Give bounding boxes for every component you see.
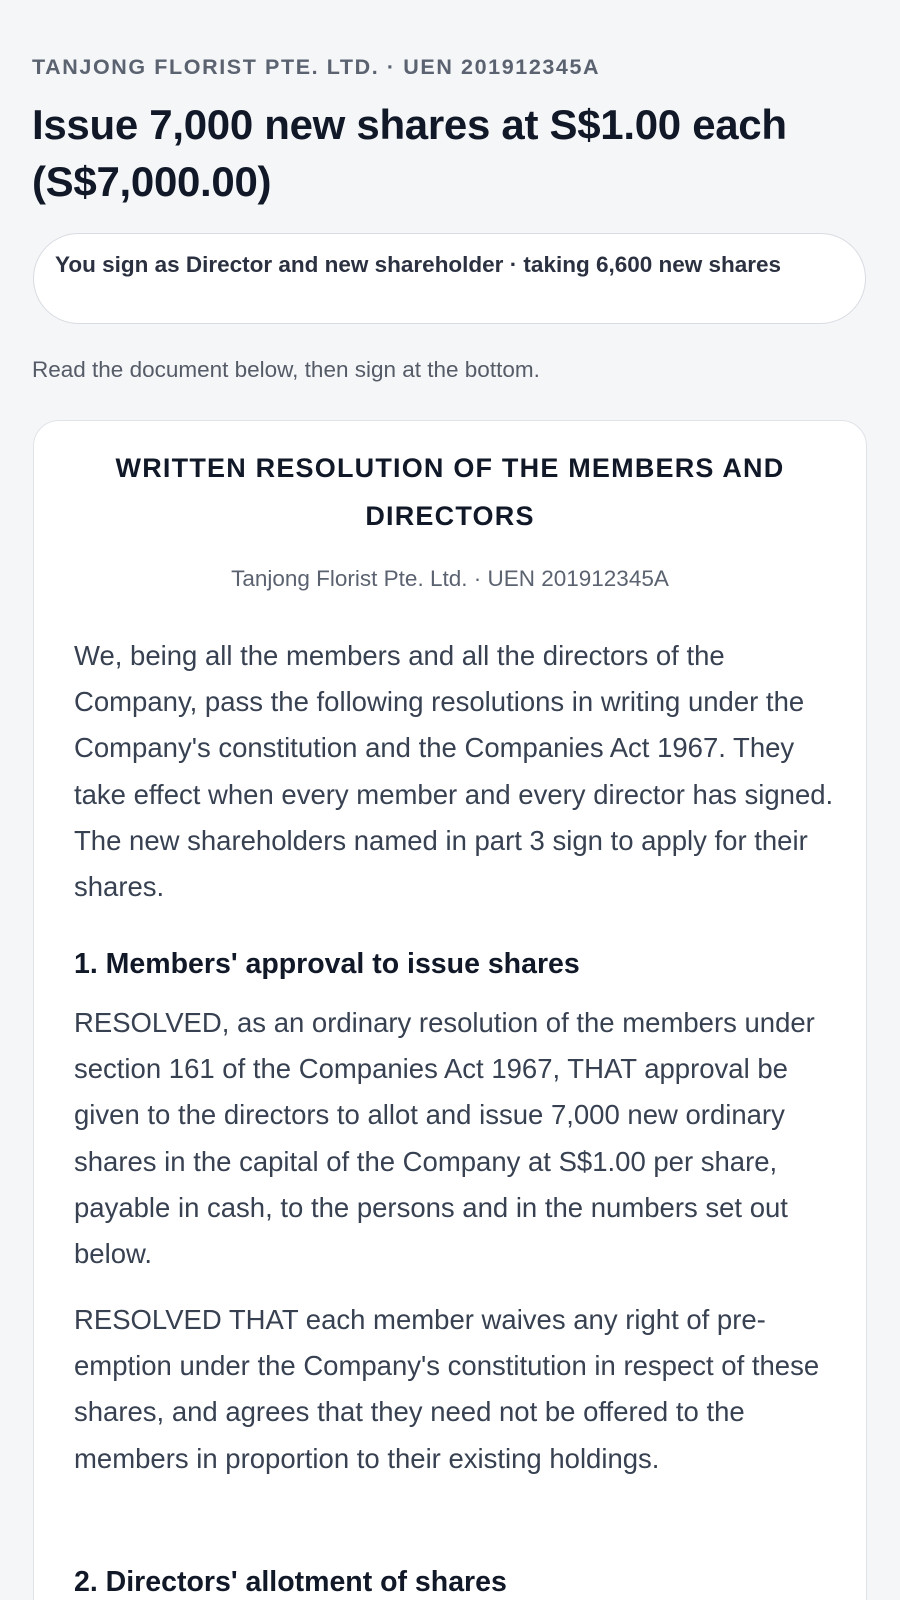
section-heading-directors-allotment: 2. Directors' allotment of shares [74, 1566, 507, 1598]
section-heading-members-approval: 1. Members' approval to issue shares [74, 948, 580, 980]
document-intro: We, being all the members and all the directors of the Company, pass the following resolutions in writing under the Company's constitution and the Companies Act 1967. They take effect when every member and every director has signed. The new shareholders named in part 3 sign to apply for their shares. [74, 640, 834, 903]
resolution-paragraph: RESOLVED THAT each member waives any right of pre-emption under the Company's constitution in respect of these shares, and agrees that they need not be offered to the members in proportion to their existing holdings. [74, 1304, 820, 1474]
resolution-paragraph: RESOLVED, as an ordinary resolution of the members under section 161 of the Companies Act 1967, THAT approval be given to the directors to allot and issue 7,000 new ordinary shares in the capital of the Company at S$1.00 per share, payable in cash, to the persons and in the numbers set out below. [74, 1007, 815, 1270]
signing-instruction: Read the document below, then sign at the bottom. [32, 357, 540, 382]
company-identifier: TANJONG FLORIST PTE. LTD. · UEN 201912345A [32, 55, 601, 79]
page-title: Issue 7,000 new shares at S$1.00 each (S$7,000.00) [32, 101, 787, 205]
signer-role-badge: You sign as Director and new shareholder · taking 6,600 new shares [33, 233, 866, 324]
document-subtitle: Tanjong Florist Pte. Ltd. · UEN 201912345A [231, 566, 669, 591]
document-title: WRITTEN RESOLUTION OF THE MEMBERS AND DIRECTORS [115, 453, 785, 531]
